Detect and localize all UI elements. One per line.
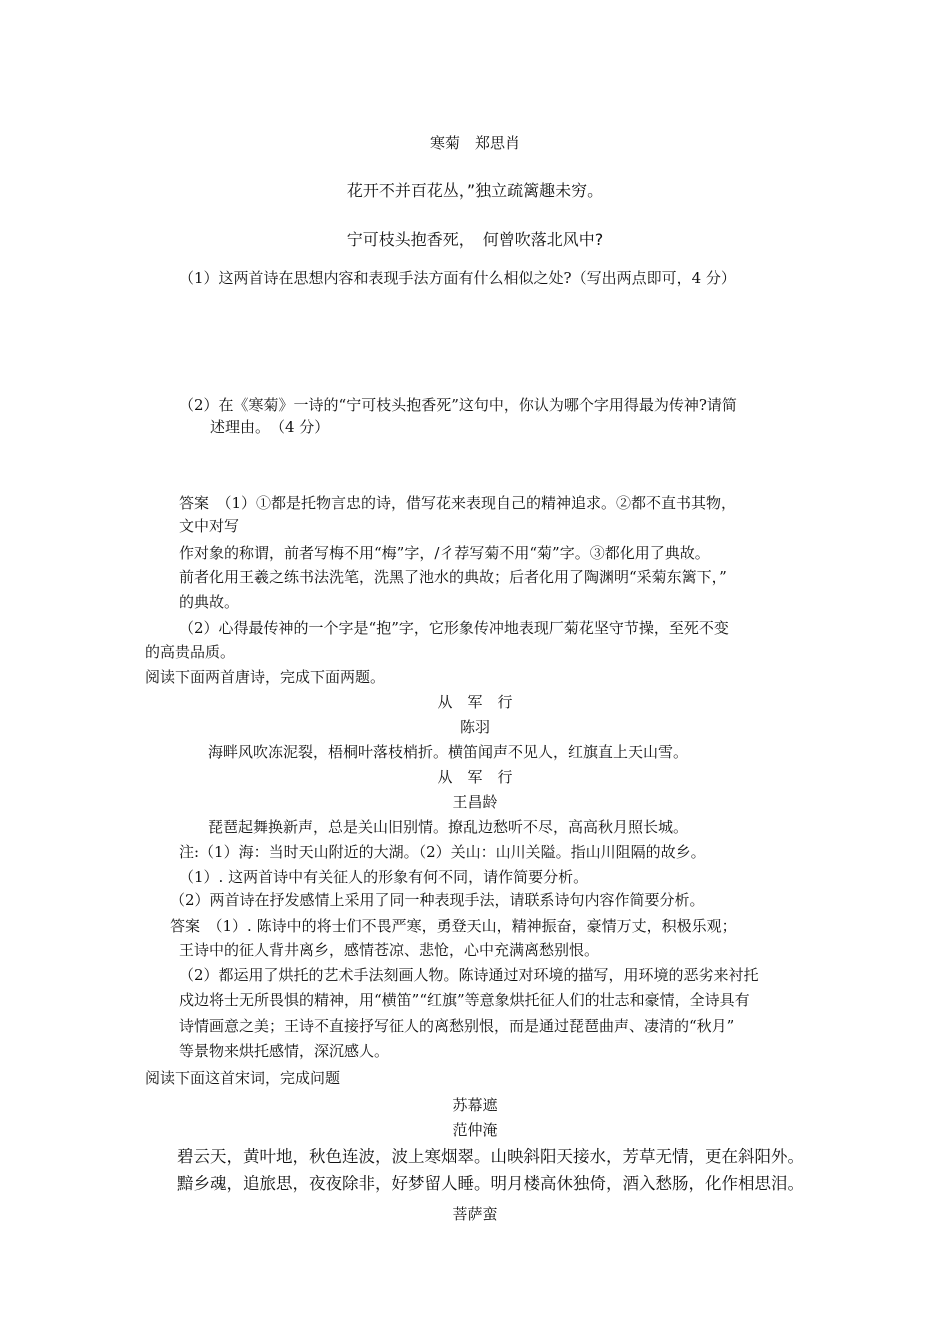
answer-1-line4: 前者化用王羲之练书法洗笔，洗黑了池水的典故；后者化用了陶渊明“采菊东篱下，” <box>179 568 727 586</box>
answer-1-line5: 的典故。 <box>179 593 240 611</box>
answer-2-line1: 答案 （1）. 陈诗中的将士们不畏严寒，勇登天山，精神振奋，豪情万丈，积极乐观； <box>170 917 737 935</box>
answer-2-line6: 等景物来烘托感情，深沉感人。 <box>179 1042 390 1060</box>
poem4-line1: 碧云天，黄叶地，秋色连波，波上寒烟翠。山映斜阳天接水，芳草无情，更在斜阳外。 <box>177 1147 804 1166</box>
poem1-line1: 花开不并百花丛，”独立疏篱趣未穷。 <box>346 181 604 200</box>
poem3-title: 从 军 行 <box>437 768 513 786</box>
poem2-title: 从 军 行 <box>437 693 513 711</box>
answer-2-line4: 戍边将士无所畏惧的精神，用“横笛”“红旗”等意象烘托征人们的壮志和豪情，全诗具有 <box>179 991 750 1009</box>
poem4-line2: 黯乡魂，追旅思，夜夜除非，好梦留人睡。明月楼高休独倚，酒入愁肠，化作相思泪。 <box>177 1174 804 1193</box>
answer-1-line6: （2）心得最传神的一个字是“抱”字，它形象传冲地表现厂菊花坚守节操，至死不变 <box>179 619 729 637</box>
question-4: （2）两首诗在抒发感情上采用了同一种表现手法，请联系诗句内容作简要分析。 <box>170 891 705 909</box>
poem3-text: 琵琶起舞换新声，总是关山旧别情。撩乱边愁听不尽，高高秋月照长城。 <box>208 818 689 836</box>
answer-2-line3: （2）都运用了烘托的艺术手法刻画人物。陈诗通过对环境的描写，用环境的恶劣来衬托 <box>179 966 759 984</box>
question-1: （1）这两首诗在思想内容和表现手法方面有什么相似之处?（写出两点即可，4 分） <box>179 269 736 287</box>
poem3-author: 王昌龄 <box>452 793 498 811</box>
poem4-author: 范仲淹 <box>452 1121 498 1139</box>
answer-2-line5: 诗情画意之美；王诗不直接抒写征人的离愁别恨，而是通过琵琶曲声、凄清的“秋月” <box>179 1017 735 1035</box>
answer-1-line3: 作对象的称谓，前者写梅不用“梅”字，/彳荐写菊不用“菊”字。③都化用了典故。 <box>179 544 710 562</box>
answer-2-line2: 王诗中的征人背井离乡，感情苍凉、悲怆，心中充满离愁别恨。 <box>179 941 600 959</box>
answer-1-line2: 文中对写 <box>179 517 240 535</box>
poem2-author: 陈羽 <box>459 718 490 736</box>
poem1-line2: 宁可枝头抱香死， 何曾吹落北风中? <box>346 230 604 249</box>
intro-song-ci: 阅读下面这首宋词，完成问题 <box>145 1069 341 1087</box>
poem4-title: 苏幕遮 <box>452 1096 498 1114</box>
question-2-line1: （2）在《寒菊》一诗的“宁可枝头抱香死”这句中，你认为哪个字用得最为传神?请简 <box>179 396 737 414</box>
poem-notes: 注:（1）海：当时天山附近的大湖。（2）关山：山川关隘。指山川阻隔的故乡。 <box>179 843 706 861</box>
answer-1-line1: 答案 （1）①都是托物言忠的诗，借写花来表现自己的精神追求。②都不直书其物， <box>179 494 737 512</box>
poem5-title: 菩萨蛮 <box>452 1205 498 1223</box>
intro-tang-poems: 阅读下面两首唐诗，完成下面两题。 <box>145 668 386 686</box>
question-3: （1）. 这两首诗中有关征人的形象有何不同，请作简要分析。 <box>179 868 589 886</box>
poem1-title: 寒菊 郑思肖 <box>429 134 520 152</box>
question-2-line2: 述理由。 （4 分） <box>210 418 330 436</box>
answer-1-line7: 的高贵品质。 <box>145 643 236 661</box>
poem2-text: 海畔风吹冻泥裂，梧桐叶落枝梢折。横笛闻声不见人，红旗直上天山雪。 <box>208 743 689 761</box>
